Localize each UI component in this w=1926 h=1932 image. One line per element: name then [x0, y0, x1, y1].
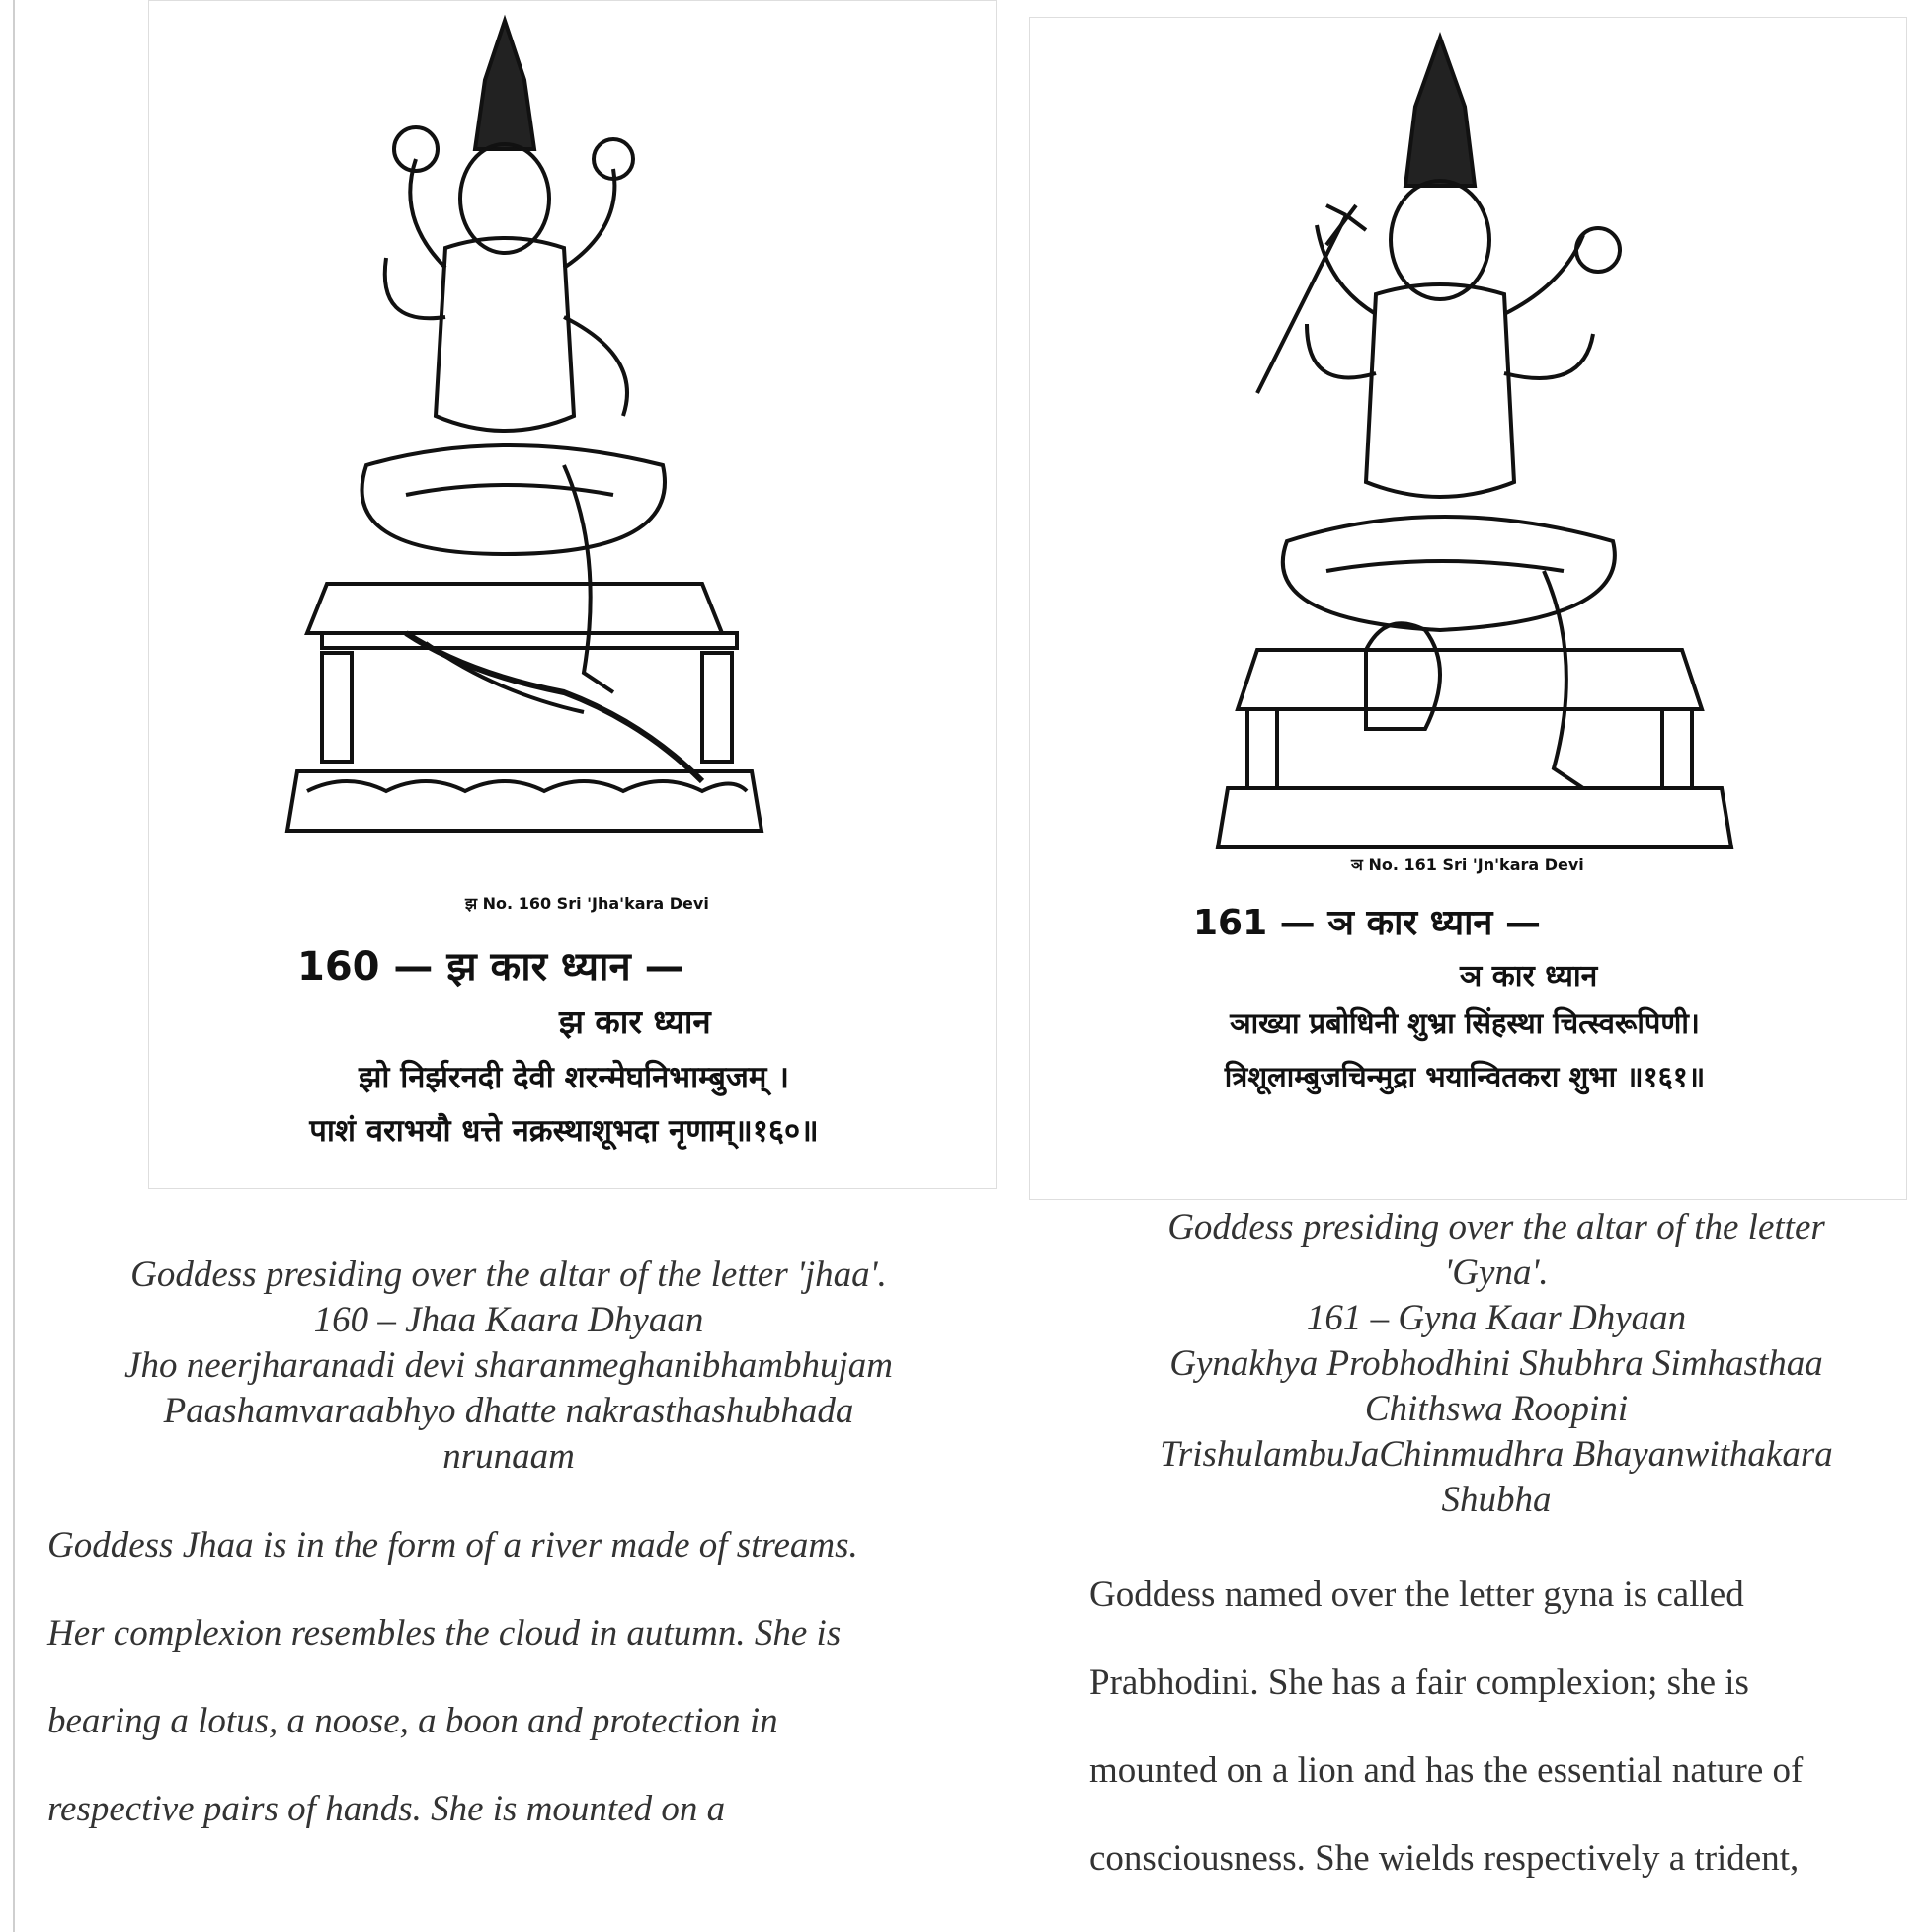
deity-illustration-jhaa [148, 0, 997, 1189]
caption-line: 160 – Jhaa Kaara Dhyaan [313, 1300, 704, 1340]
deity-illustration-gyna [1029, 17, 1907, 1200]
verse-line: त्रिशूलाम्बुजचिन्मुद्रा भयान्वितकरा शुभा ॥१६१॥ [1224, 1060, 1706, 1093]
caption-line: Paashamvaraabhyo dhatte nakrasthashubhada [163, 1391, 854, 1431]
description-paragraph-gyna [1089, 1551, 1919, 1902]
caption-line: Goddess presiding over the altar of the letter 'jhaa'. [130, 1254, 887, 1295]
caption-line: TrishulambuJaChinmudhra Bhayanwithakara [1160, 1434, 1833, 1475]
transliteration-caption-gyna [1047, 1205, 1926, 1523]
plate-label: झ No. 160 Sri 'Jha'kara Devi [465, 894, 709, 913]
paragraph-line: Her complexion resembles the cloud in autumn. She is [47, 1613, 842, 1653]
caption-line: Shubha [1441, 1480, 1552, 1520]
paragraph-line: respective pairs of hands. She is mounted on a [47, 1789, 726, 1829]
caption-line: Chithswa Roopini [1364, 1389, 1629, 1429]
verse-heading: 160 — झ कार ध्यान — [297, 944, 684, 990]
caption-line: Goddess presiding over the altar of the letter [1167, 1207, 1825, 1248]
caption-line: 'Gyna'. [1444, 1252, 1549, 1293]
caption-line: Gynakhya Probhodhini Shubhra Simhasthaa [1169, 1343, 1823, 1384]
verse-subheading: झ कार ध्यान [559, 1003, 711, 1041]
description-paragraph-jhaa [47, 1501, 976, 1853]
paragraph-line: Goddess Jhaa is in the form of a river made of streams. [47, 1525, 858, 1566]
caption-line: 161 – Gyna Kaar Dhyaan [1306, 1298, 1687, 1338]
paragraph-line: Prabhodini. She has a fair complexion; she is [1089, 1662, 1749, 1703]
paragraph-line: consciousness. She wields respectively a trident, [1089, 1838, 1800, 1879]
paragraph-line: mounted on a lion and has the essential nature of [1089, 1750, 1804, 1791]
transliteration-caption-jhaa [40, 1252, 978, 1480]
caption-line: Jho neerjharanadi devi sharanmeghanibhambhujam [124, 1345, 893, 1386]
verse-heading: 161 — ञ कार ध्यान — [1193, 903, 1541, 943]
verse-line: ञाख्या प्रबोधिनी शुभ्रा सिंहस्था चित्स्वरूपिणी। [1230, 1006, 1700, 1040]
caption-line: nrunaam [442, 1436, 575, 1477]
plate-label: ञ No. 161 Sri 'Jn'kara Devi [1351, 855, 1584, 874]
paragraph-line: bearing a lotus, a noose, a boon and protection in [47, 1701, 778, 1741]
verse-line: झो निर्झरनदी देवी शरन्मेघनिभाम्बुजम् । [358, 1060, 789, 1095]
verse-line: पाशं वराभयौ धत्ते नक्रस्थाशूभदा नृणाम्॥१६०॥ [309, 1113, 819, 1149]
verse-subheading: ञ कार ध्यान [1460, 959, 1598, 994]
paragraph-line: Goddess named over the letter gyna is called [1089, 1574, 1744, 1615]
page-left-border [13, 0, 15, 1932]
